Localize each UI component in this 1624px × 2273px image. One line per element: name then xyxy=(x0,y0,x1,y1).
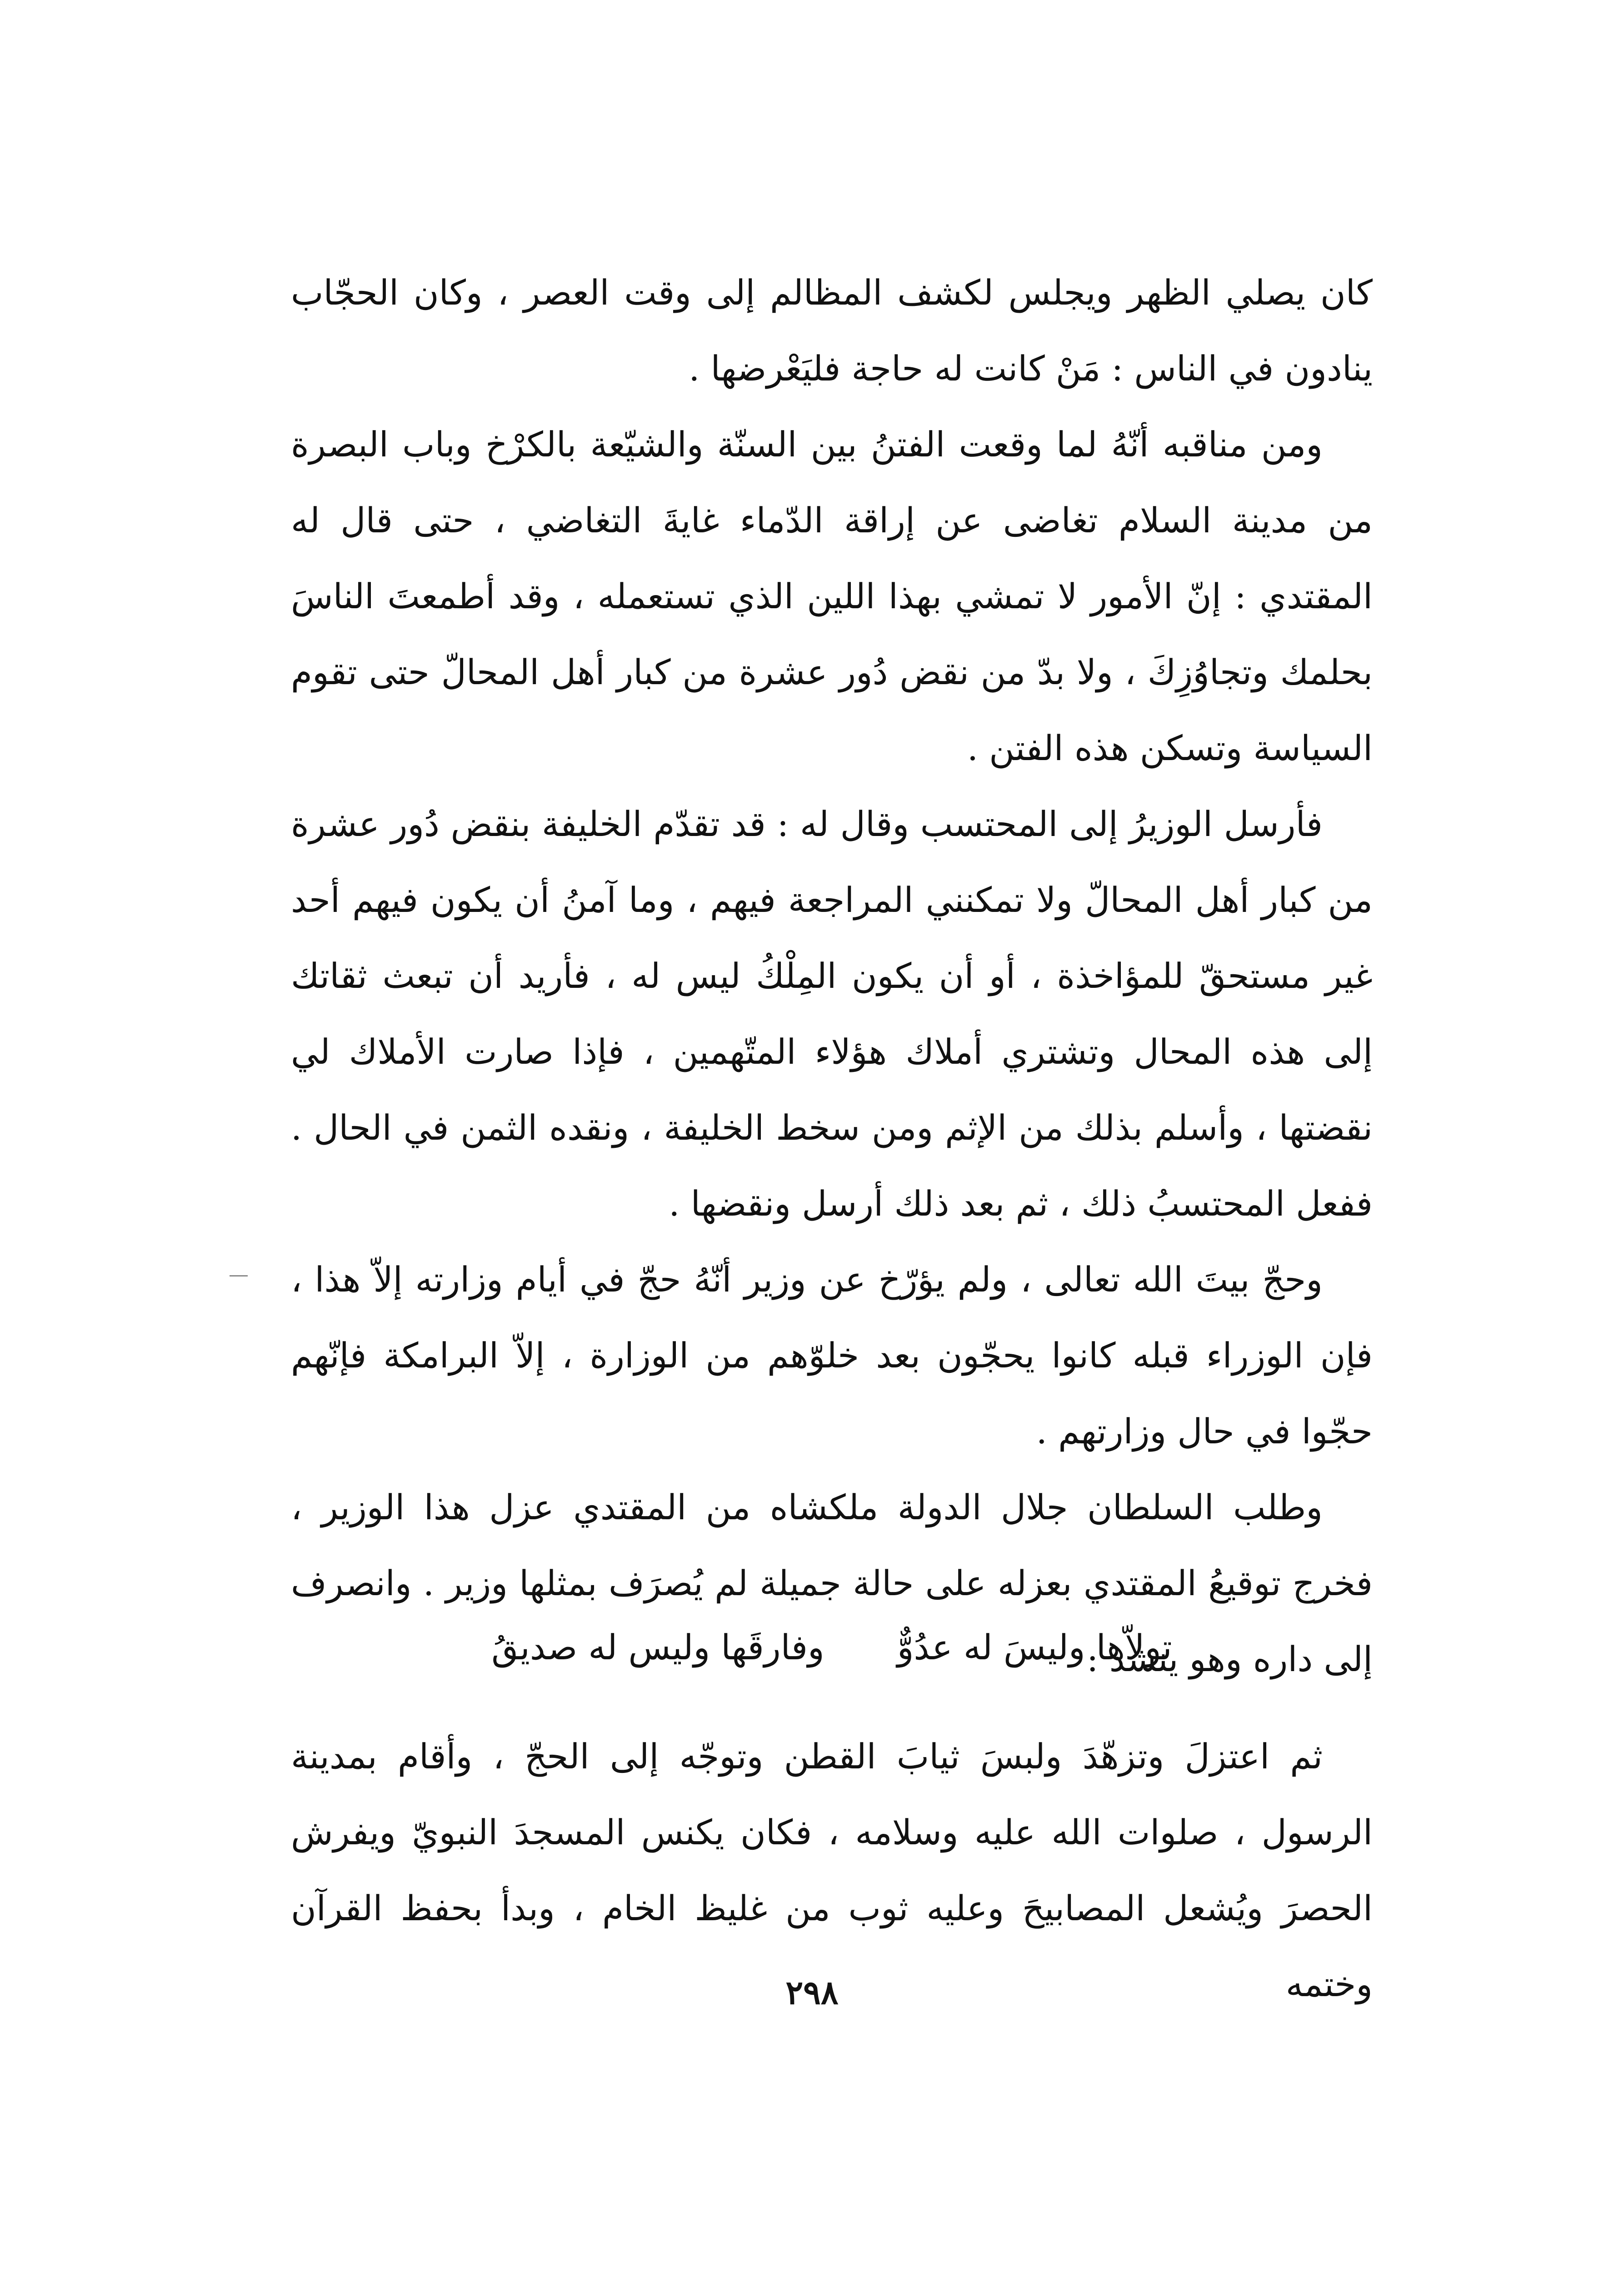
paragraph-1: كان يصلي الظهر ويجلس لكشف المظالم إلى وقت العصر ، وكان الحجّاب ينادون في الناس : مَنْ كانت له حاجة فليَعْرضها . xyxy=(291,272,1373,389)
paragraph-5: وطلب السلطان جلال الدولة ملكشاه من المقتدي عزل هذا الوزير ، فخرج توقيعُ المقتدي بعزله على حالة جميلة لم يُصرَف بمثلها وزير . وانصرف إلى داره وهو ينشد : xyxy=(291,1487,1373,1679)
margin-mark-divider xyxy=(230,1275,248,1277)
main-text-block xyxy=(291,255,1373,1697)
verse-second-hemistich: وفارقَها وليس له صديقُ xyxy=(491,1627,824,1667)
paragraph-4: وحجّ بيتَ الله تعالى ، ولم يؤرّخ عن وزير أنّهُ حجّ في أيام وزارته إلاّ هذا ، فإن الوزراء قبله كانوا يحجّون بعد خلوّهم من الوزارة ، إلاّ البرامكة فإنّهم حجّوا في حال وزارتهم . xyxy=(291,1259,1373,1452)
verse-first-hemistich: تولاّها وليسَ له عدُوٌّ xyxy=(897,1627,1172,1667)
page-number: ٢٩٨ xyxy=(785,1973,839,2012)
paragraph-2: ومن مناقبه أنّهُ لما وقعت الفتنُ بين السنّة والشيّعة بالكرْخ وباب البصرة من مدينة السلام تغاضى عن إراقة الدّماء غايةَ التغاضي ، حتى قال له المقتدي : إنّ الأمور لا تمشي بهذا اللين الذي تستعمله ، وقد أطمعتَ الناسَ بحلمك وتجاوُزِكَ ، ولا بدّ من نقض دُور عشرة من كبار أهل المحالّ حتى تقوم السياسة وتسكن هذه الفتن . xyxy=(291,424,1373,768)
paragraph-3: فأرسل الوزيرُ إلى المحتسب وقال له : قد تقدّم الخليفة بنقض دُور عشرة من كبار أهل المحالّ ولا تمكنني المراجعة فيهم ، وما آمنُ أن يكون فيهم أحد غير مستحقّ للمؤاخذة ، أو أن يكون المِلْكُ ليس له ، فأريد أن تبعث ثقاتك إلى هذه المحال وتشتري أملاك هؤلاء المتّهمين ، فإذا صارت الأملاك لي نقضتها ، وأسلم بذلك من الإثم ومن سخط الخليفة ، ونقده الثمن في الحال . ففعل المحتسبُ ذلك ، ثم بعد ذلك أرسل ونقضها . xyxy=(291,804,1373,1224)
paragraph-closing: ثم اعتزلَ وتزهّدَ ولبسَ ثيابَ القطن وتوجّه إلى الحجّ ، وأقام بمدينة الرسول ، صلوات الله عليه وسلامه ، فكان يكنس المسجدَ النبويّ ويفرش الحصرَ ويُشعل المصابيحَ وعليه ثوب من غليظ الخام ، وبدأ بحفظ القرآن وختمه xyxy=(291,1736,1373,2004)
poetry-verse xyxy=(291,1609,1373,1685)
